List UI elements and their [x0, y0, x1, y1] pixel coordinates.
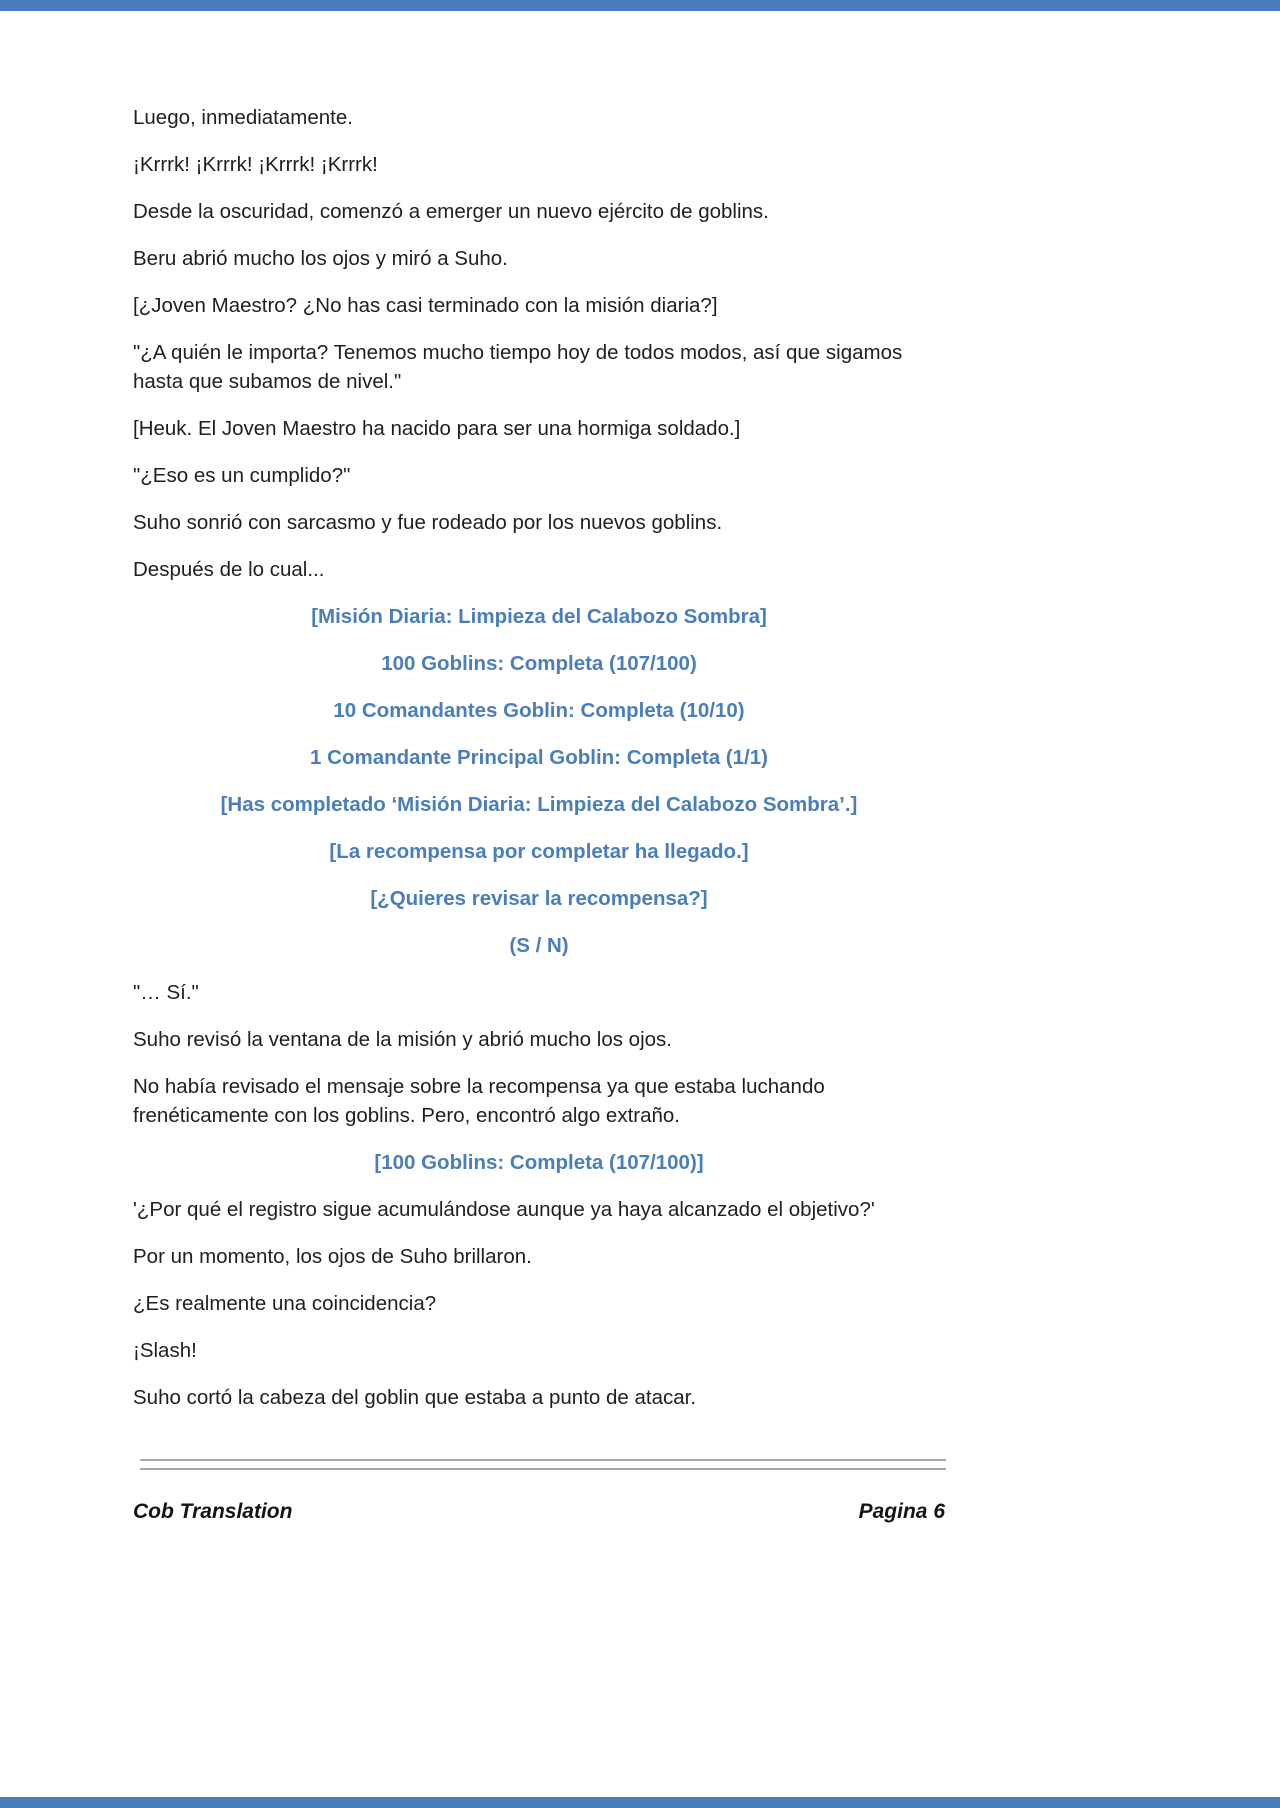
paragraph: Luego, inmediatamente. [133, 106, 353, 129]
paragraph: '¿Por qué el registro sigue acumulándose aunque ya haya alcanzado el objetivo?' [133, 1198, 875, 1221]
system-message: [Has completado ‘Misión Diaria: Limpieza del Calabozo Sombra’.] [220, 793, 858, 816]
footer-translation-credit: Cob Translation [133, 1500, 293, 1523]
system-message: 100 Goblins: Completa (107/100) [381, 652, 697, 675]
paragraph: Suho revisó la ventana de la misión y abrió mucho los ojos. [133, 1028, 672, 1051]
system-message: (S / N) [509, 934, 569, 957]
paragraph: Suho cortó la cabeza del goblin que estaba a punto de atacar. [133, 1386, 697, 1409]
page-footer [133, 1500, 945, 1524]
system-message: [¿Quieres revisar la recompensa?] [370, 887, 708, 910]
paragraph: "¿A quién le importa? Tenemos mucho tiempo hoy de todos modos, así que sigamos hasta que subamos de nivel." [133, 341, 903, 393]
paragraph: ¡Krrrk! ¡Krrrk! ¡Krrrk! ¡Krrrk! [133, 153, 378, 176]
paragraph: [Heuk. El Joven Maestro ha nacido para ser una hormiga soldado.] [133, 417, 741, 440]
system-message: 1 Comandante Principal Goblin: Completa (1/1) [310, 746, 768, 769]
system-message: [100 Goblins: Completa (107/100)] [374, 1151, 704, 1174]
system-message: 10 Comandantes Goblin: Completa (10/10) [333, 699, 745, 722]
paragraph: "… Sí." [133, 981, 199, 1004]
footer-divider [140, 1459, 946, 1470]
bottom-border-bar [0, 1797, 1280, 1808]
top-border-bar [0, 0, 1280, 11]
document-body [133, 103, 945, 1430]
paragraph: "¿Eso es un cumplido?" [133, 464, 351, 487]
paragraph: ¿Es realmente una coincidencia? [133, 1292, 437, 1315]
paragraph: [¿Joven Maestro? ¿No has casi terminado con la misión diaria?] [133, 294, 718, 317]
paragraph: Beru abrió mucho los ojos y miró a Suho. [133, 247, 508, 270]
footer-page-number: Pagina 6 [858, 1500, 945, 1523]
paragraph: Desde la oscuridad, comenzó a emerger un nuevo ejército de goblins. [133, 200, 769, 223]
system-message: [Misión Diaria: Limpieza del Calabozo Sombra] [311, 605, 767, 628]
paragraph: Suho sonrió con sarcasmo y fue rodeado por los nuevos goblins. [133, 511, 723, 534]
paragraph: ¡Slash! [133, 1339, 197, 1362]
paragraph: No había revisado el mensaje sobre la recompensa ya que estaba luchando frenéticamente con los goblins. Pero, encontró algo extraño. [133, 1075, 825, 1127]
paragraph: Por un momento, los ojos de Suho brillaron. [133, 1245, 532, 1268]
paragraph: Después de lo cual... [133, 558, 325, 581]
system-message: [La recompensa por completar ha llegado.] [329, 840, 749, 863]
